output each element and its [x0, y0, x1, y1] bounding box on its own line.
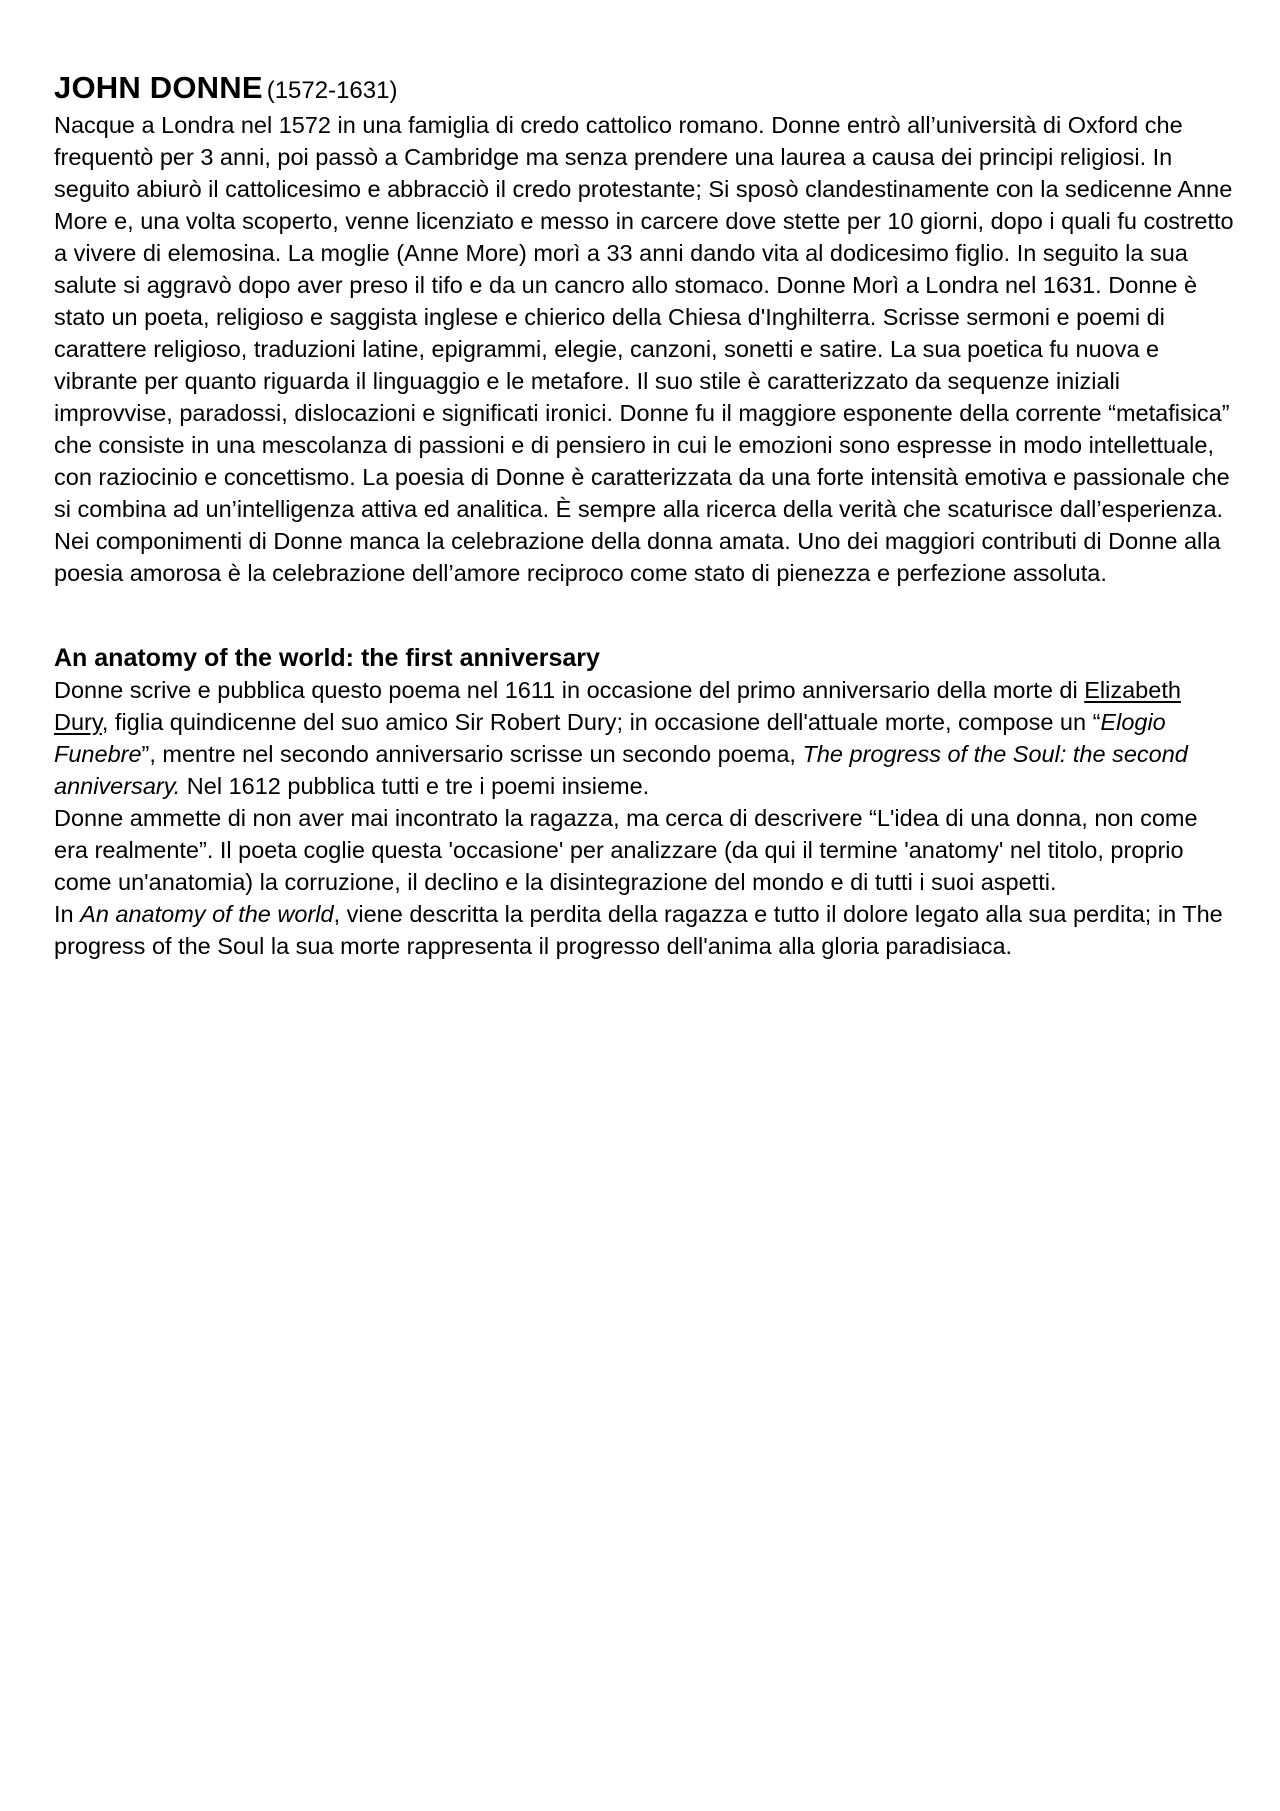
section-title: An anatomy of the world: the first anniversary [54, 644, 600, 672]
section-paragraph-1-text-a: Donne scrive e pubblica questo poema nel 1611 in occasione del primo anniversario della morte di [54, 677, 1085, 703]
section-paragraph-3-text-a: In [54, 901, 81, 927]
author-heading [54, 70, 1234, 109]
second-anniversary-title: The progress of the Soul: the second anniversary. [54, 741, 1188, 799]
elogio-funebre-title: Elogio Funebre [54, 709, 1166, 767]
section-paragraph-3-text-b: , viene descritta la perdita della ragazza e tutto il dolore legato alla sua perdita; in The progress of the Soul la sua morte rappresenta il progresso dell'anima alla gloria paradisiaca. [54, 901, 1223, 959]
section-paragraph-1-text-d: Nel 1612 pubblica tutti e tre i poemi insieme. [180, 773, 650, 799]
document-body [54, 70, 1234, 962]
section-spacer [54, 589, 1234, 642]
section-paragraph-1-text-c: ”, mentre nel secondo anniversario scrisse un secondo poema, [141, 741, 803, 767]
section-paragraph-2: Donne ammette di non aver mai incontrato la ragazza, ma cerca di descrivere “L'idea di una donna, non come era realmente”. Il poeta coglie questa 'occasione' per analizzare (da qui il termine 'anatomy' nel titolo, proprio come un'anatomia) la corruzione, il declino e la disintegrazione del mondo e di tutti i suoi aspetti. [54, 805, 1198, 895]
section-paragraph-1 [54, 674, 1234, 802]
section-paragraph-1-text-b: , figlia quindicenne del suo amico Sir Robert Dury; in occasione dell'attuale morte, compose un “ [101, 709, 1101, 735]
anatomy-of-the-world-title: An anatomy of the world [80, 901, 334, 927]
author-dates: (1572-1631) [266, 77, 398, 104]
section-paragraph-3 [54, 898, 1234, 962]
author-name: JOHN DONNE [54, 70, 263, 105]
biography-paragraph: Nacque a Londra nel 1572 in una famiglia di credo cattolico romano. Donne entrò all’università di Oxford che frequentò per 3 anni, poi passò a Cambridge ma senza prendere una laurea a causa dei principi religiosi. In seguito abiurò il cattolicesimo e abbracciò il credo protestante; Si sposò clandestinamente con la sedicenne Anne More e, una volta scoperto, venne licenziato e messo in carcere dove stette per 10 giorni, dopo i quali fu costretto a vivere di elemosina. La moglie (Anne More) morì a 33 anni dando vita al dodicesimo figlio. In seguito la sua salute si aggravò dopo aver preso il tifo e da un cancro allo stomaco. Donne Morì a Londra nel 1631. Donne è stato un poeta, religioso e saggista inglese e chierico della Chiesa d'Inghilterra. Scrisse sermoni e poemi di carattere religioso, traduzioni latine, epigrammi, elegie, canzoni, sonetti e satire. La sua poetica fu nuova e vibrante per quanto riguarda il linguaggio e le metafore. Il suo stile è caratterizzato da sequenze iniziali improvvise, paradossi, dislocazioni e significati ironici. Donne fu il maggiore esponente della corrente “metafisica” che consiste in una mescolanza di passioni e di pensiero in cui le emozioni sono espresse in modo intellettuale, con raziocinio e concettismo. La poesia di Donne è caratterizzata da una forte intensità emotiva e passionale che si combina ad un’intelligenza attiva ed analitica. È sempre alla ricerca della verità che scaturisce dall’esperienza. Nei componimenti di Donne manca la celebrazione della donna amata. Uno dei maggiori contributi di Donne alla poesia amorosa è la celebrazione dell’amore reciproco come stato di pienezza e perfezione assoluta. [54, 112, 1234, 586]
elizabeth-dury-link[interactable]: Elizabeth Dury [54, 677, 1181, 735]
